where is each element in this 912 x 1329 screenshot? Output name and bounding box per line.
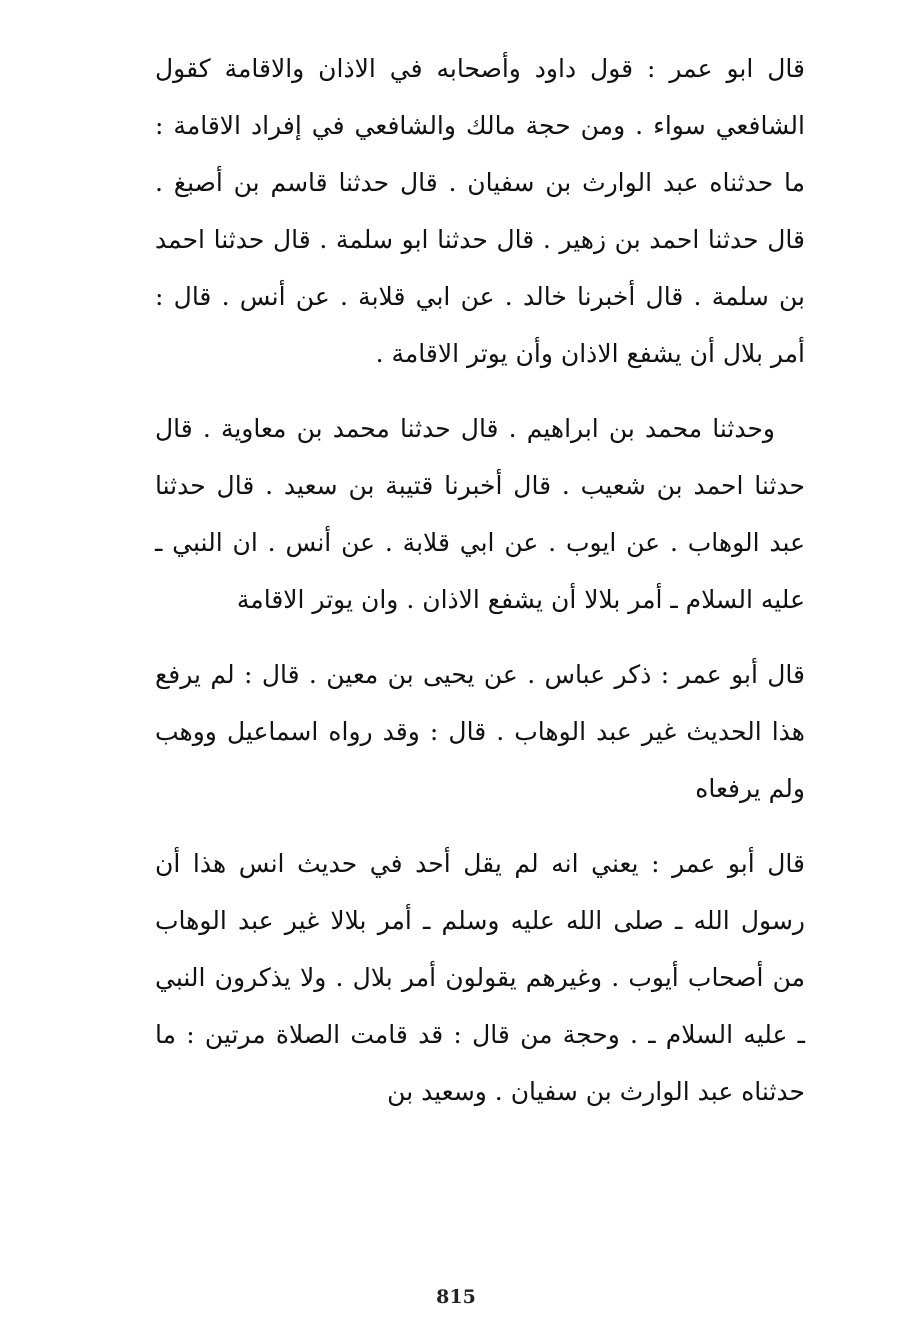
paragraph-1: قال ابو عمر : قول داود وأصحابه في الاذان والاقامة كقول الشافعي سواء . ومن حجة مالك والشافعي في إفراد الاقامة : ما حدثناه عبد الوارث بن سفيان . قال حدثنا قاسم بن أصبغ . قال حدثنا احمد بن زهير . قال حدثنا ابو سلمة . قال حدثنا احمد بن سلمة . قال أخبرنا خالد . عن ابي قلابة . عن أنس . قال : أمر بلال أن يشفع الاذان وأن يوتر الاقامة . (155, 54, 805, 368)
paragraph-3: قال أبو عمر : ذكر عباس . عن يحيى بن معين . قال : لم يرفع هذا الحديث غير عبد الوهاب . قال : وقد رواه اسماعيل ووهب ولم يرفعاه (155, 660, 805, 803)
paragraph-4: قال أبو عمر : يعني انه لم يقل أحد في حديث انس هذا أن رسول الله ـ صلى الله عليه وسلم ـ أمر بلالا غير عبد الوهاب من أصحاب أيوب . وغيرهم يقولون أمر بلال . ولا يذكرون النبي ـ عليه السلام ـ . وحجة من قال : قد قامت الصلاة مرتين : ما حدثناه عبد الوارث بن سفيان . وسعيد بن (155, 849, 805, 1106)
text-body (155, 40, 805, 1120)
paragraph-2: وحدثنا محمد بن ابراهيم . قال حدثنا محمد بن معاوية . قال حدثنا احمد بن شعيب . قال أخبرنا قتيبة بن سعيد . قال حدثنا عبد الوهاب . عن ايوب . عن ابي قلابة . عن أنس . ان النبي ـ عليه السلام ـ أمر بلالا أن يشفع الاذان . وان يوتر الاقامة (155, 414, 805, 614)
page-number: 815 (436, 1286, 476, 1308)
